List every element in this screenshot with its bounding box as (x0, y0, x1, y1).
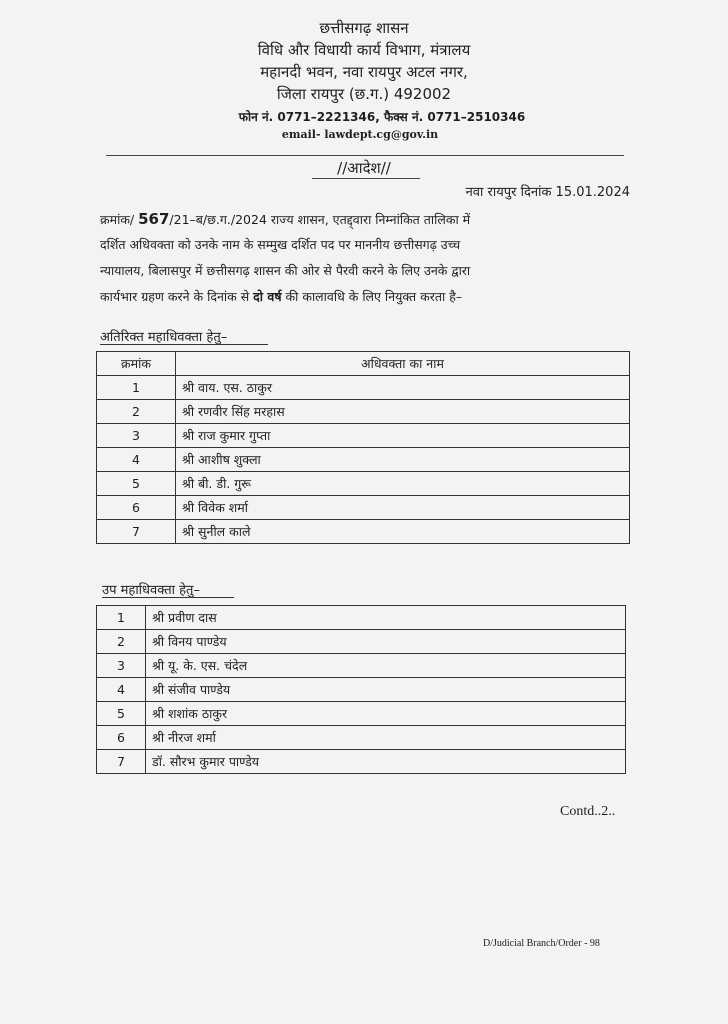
serial-cell: 6 (97, 726, 146, 750)
table-row (97, 606, 626, 630)
paragraph-line-2: दर्शित अधिवक्ता को उनके नाम के सम्मुख दर्शित पद पर माननीय छत्तीसगढ़ उच्च (100, 237, 461, 252)
table-row (97, 630, 626, 654)
serial-cell: 1 (97, 606, 146, 630)
section-heading-underline (102, 597, 234, 598)
header-divider (106, 155, 624, 156)
paragraph-line-4: कार्यभार ग्रहण करने के दिनांक से दो वर्ष की कालावधि के लिए नियुक्त करता है– (100, 289, 463, 304)
name-cell: श्री नीरज शर्मा (146, 726, 626, 750)
name-cell: श्री बी. डी. गुरू (176, 472, 630, 496)
table-row (97, 448, 630, 472)
name-cell: श्री आशीष शुक्ला (176, 448, 630, 472)
table-row (97, 654, 626, 678)
table-row (97, 376, 630, 400)
name-cell: डॉ. सौरभ कुमार पाण्डेय (146, 750, 626, 774)
serial-cell: 6 (97, 496, 176, 520)
name-cell: श्री वाय. एस. ठाकुर (176, 376, 630, 400)
table-row (97, 472, 630, 496)
section-heading-additional-ag: अतिरिक्त महाधिवक्ता हेतु– (100, 330, 228, 345)
name-cell: श्री सुनील काले (176, 520, 630, 544)
table-row (97, 726, 626, 750)
name-cell: श्री रणवीर सिंह मरहास (176, 400, 630, 424)
additional-ag-table (96, 351, 630, 544)
section-heading-underline (100, 344, 268, 345)
district-line: जिला रायपुर (छ.ग.) 492002 (276, 85, 452, 103)
serial-cell: 3 (97, 654, 146, 678)
order-number: 567 (138, 210, 170, 228)
serial-cell: 5 (97, 472, 176, 496)
serial-cell: 2 (97, 400, 176, 424)
address-line: महानदी भवन, नवा रायपुर अटल नगर, (260, 63, 468, 81)
name-cell: श्री संजीव पाण्डेय (146, 678, 626, 702)
name-cell: श्री विनय पाण्डेय (146, 630, 626, 654)
table-row (97, 424, 630, 448)
serial-cell: 7 (97, 750, 146, 774)
title-underline (312, 178, 420, 179)
email-line: email- lawdept.cg@gov.in (281, 128, 439, 141)
name-cell: श्री यू. के. एस. चंदेल (146, 654, 626, 678)
serial-cell: 3 (97, 424, 176, 448)
table-row (97, 702, 626, 726)
column-header-serial: क्रमांक (97, 352, 176, 376)
table-row (97, 400, 630, 424)
name-cell: श्री विवेक शर्मा (176, 496, 630, 520)
continued-marker: Contd..2.. (560, 804, 616, 819)
paragraph-line-1: क्रमांक/ 567/21–ब/छ.ग./2024 राज्य शासन, एतद्द्वारा निम्नांकित तालिका में (100, 210, 471, 228)
table-row (97, 750, 626, 774)
date-line: नवा रायपुर दिनांक 15.01.2024 (465, 185, 630, 200)
section-heading-deputy-ag: उप महाधिवक्ता हेतु– (102, 583, 200, 598)
column-header-name: अधिवक्ता का नाम (176, 352, 630, 376)
serial-cell: 7 (97, 520, 176, 544)
serial-cell: 4 (97, 678, 146, 702)
name-cell: श्री शशांक ठाकुर (146, 702, 626, 726)
tenure-emphasis: दो वर्ष (253, 289, 282, 304)
serial-cell: 4 (97, 448, 176, 472)
serial-cell: 2 (97, 630, 146, 654)
table-row (97, 496, 630, 520)
deputy-ag-table (96, 605, 626, 774)
table-header-row (97, 352, 630, 376)
serial-cell: 1 (97, 376, 176, 400)
table-row (97, 520, 630, 544)
department-name: विधि और विधायी कार्य विभाग, मंत्रालय (257, 41, 471, 59)
phone-fax-line: फोन नं. 0771–2221346, फैक्स नं. 0771–2510346 (238, 110, 526, 124)
table-row (97, 678, 626, 702)
paragraph-line-3: न्यायालय, बिलासपुर में छत्तीसगढ़ शासन की ओर से पैरवी करने के लिए उनके द्वारा (100, 263, 471, 278)
footer-reference: D/Judicial Branch/Order - 98 (483, 938, 600, 949)
name-cell: श्री प्रवीण दास (146, 606, 626, 630)
government-name: छत्तीसगढ़ शासन (319, 19, 409, 37)
serial-cell: 5 (97, 702, 146, 726)
name-cell: श्री राज कुमार गुप्ता (176, 424, 630, 448)
order-title: //आदेश// (337, 159, 391, 177)
